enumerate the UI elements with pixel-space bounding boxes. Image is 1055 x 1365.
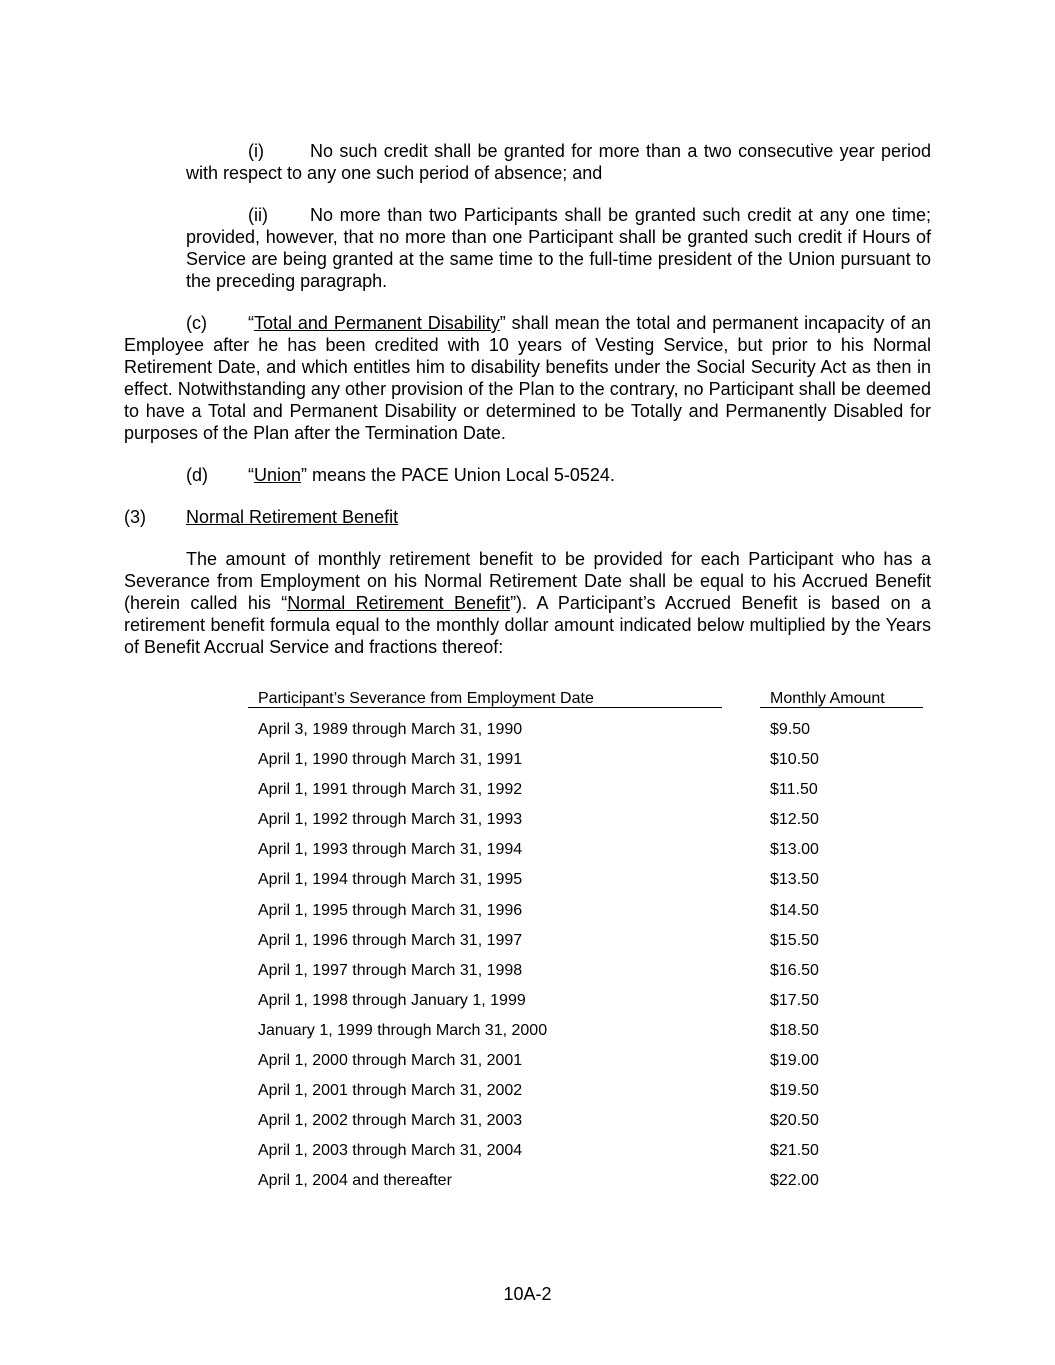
table-body <box>248 719 924 1201</box>
table-cell-amount: $11.50 <box>770 781 818 799</box>
paragraph-ii <box>186 204 931 292</box>
table-row <box>248 960 924 990</box>
table-cell-date: April 1, 2004 and thereafter <box>258 1172 452 1190</box>
table-row <box>248 719 924 749</box>
table-cell-amount: $21.50 <box>770 1142 819 1160</box>
table-row <box>248 869 924 899</box>
table-cell-date: April 1, 1992 through March 31, 1993 <box>258 811 523 829</box>
table-cell-amount: $16.50 <box>770 961 819 979</box>
table-cell-date: April 1, 2002 through March 31, 2003 <box>258 1112 523 1130</box>
table-cell-date: April 3, 1989 through March 31, 1990 <box>258 721 523 738</box>
table-cell-amount: $9.50 <box>770 721 811 738</box>
table-cell-date: April 1, 1990 through March 31, 1991 <box>258 751 523 769</box>
section-3-text-before: The amount of monthly retirement benefit to be provided for each Participant who has a Severance from Employment on his Normal Retirement Date shall be equal to his Accrued Benefit (herein called his “ <box>124 549 931 613</box>
table-cell-date: April 1, 1994 through March 31, 1995 <box>258 871 523 889</box>
table-row <box>248 749 924 779</box>
benefit-table <box>248 688 924 1201</box>
table-cell-date: April 1, 2003 through March 31, 2004 <box>258 1142 523 1160</box>
section-3-heading <box>124 506 931 528</box>
table-cell-amount: $20.50 <box>770 1112 819 1130</box>
paragraph-d-open-quote: “ <box>248 465 254 485</box>
paragraph-c-term: Total and Permanent Disability <box>254 313 500 333</box>
table-cell-amount: $15.50 <box>770 931 819 949</box>
table-cell-amount: $22.00 <box>770 1172 819 1190</box>
table-row <box>248 930 924 960</box>
table-cell-amount: $19.00 <box>770 1052 819 1070</box>
section-3-text-after: ”). A Participant’s Accrued Benefit is based on a retirement benefit formula equal to the monthly dollar amount indicated below multiplied by the Years of Benefit Accrual Service and fractions thereof: <box>124 593 931 657</box>
table-cell-date: April 1, 2001 through March 31, 2002 <box>258 1082 523 1100</box>
table-row <box>248 900 924 930</box>
section-3-number: (3) <box>124 507 146 527</box>
paragraph-d-label: (d) <box>186 465 208 485</box>
table-cell-date: January 1, 1999 through March 31, 2000 <box>258 1021 548 1039</box>
table-cell-date: April 1, 1993 through March 31, 1994 <box>258 841 523 859</box>
table-header-date: Participant’s Severance from Employment Date <box>248 688 722 708</box>
table-cell-amount: $14.50 <box>770 901 819 919</box>
table-cell-amount: $18.50 <box>770 1021 819 1039</box>
table-row <box>248 809 924 839</box>
table-row <box>248 1080 924 1110</box>
table-cell-amount: $12.50 <box>770 811 819 829</box>
paragraph-ii-text: No more than two Participants shall be granted such credit at any one time; provided, however, that no more than one Participant shall be granted such credit if Hours of Service are being granted at the same time to the full-time president of the Union pursuant to the preceding paragraph. <box>186 205 931 291</box>
table-cell-amount: $13.00 <box>770 841 819 859</box>
table-row <box>248 1140 924 1170</box>
table-cell-date: April 1, 1997 through March 31, 1998 <box>258 961 523 979</box>
table-cell-amount: $10.50 <box>770 751 819 769</box>
paragraph-ii-label: (ii) <box>248 205 268 225</box>
table-header <box>248 688 924 710</box>
paragraph-i <box>186 140 931 184</box>
table-cell-date: April 1, 1991 through March 31, 1992 <box>258 781 523 799</box>
page-number: 10A-2 <box>503 1284 552 1304</box>
paragraph-c <box>124 312 931 444</box>
document-body <box>124 140 931 658</box>
table-cell-amount: $13.50 <box>770 871 819 889</box>
section-3-title: Normal Retirement Benefit <box>186 507 399 527</box>
table-header-amount: Monthly Amount <box>760 688 923 708</box>
table-cell-date: April 1, 1995 through March 31, 1996 <box>258 901 523 919</box>
table-row <box>248 1110 924 1140</box>
paragraph-d <box>186 464 931 486</box>
paragraph-d-term: Union <box>254 465 302 485</box>
table-cell-date: April 1, 1996 through March 31, 1997 <box>258 931 523 949</box>
table-cell-date: April 1, 2000 through March 31, 2001 <box>258 1052 523 1070</box>
paragraph-d-text: ” means the PACE Union Local 5-0524. <box>301 465 615 485</box>
table-cell-date: April 1, 1998 through January 1, 1999 <box>258 991 526 1009</box>
section-3-paragraph <box>124 548 931 658</box>
paragraph-c-open-quote: “ <box>248 313 254 333</box>
table-row <box>248 1050 924 1080</box>
paragraph-i-text: No such credit shall be granted for more than a two consecutive year period with respect to any one such period of absence; and <box>186 141 931 183</box>
paragraph-c-label: (c) <box>186 313 207 333</box>
section-3-term: Normal Retirement Benefit <box>287 593 511 613</box>
paragraph-i-label: (i) <box>248 141 264 161</box>
table-row <box>248 990 924 1020</box>
table-row <box>248 1020 924 1050</box>
paragraph-c-text: ” shall mean the total and permanent incapacity of an Employee after he has been credited with 10 years of Vesting Service, but prior to his Normal Retirement Date, and which entitles him to disability benefits under the Social Security Act as then in effect. Notwithstanding any other provision of the Plan to the contrary, no Participant shall be deemed to have a Total and Permanent Disability or determined to be Totally and Permanently Disabled for purposes of the Plan after the Termination Date. <box>124 313 931 443</box>
table-row <box>248 779 924 809</box>
table-cell-amount: $17.50 <box>770 991 819 1009</box>
table-row <box>248 1170 924 1200</box>
table-row <box>248 839 924 869</box>
table-cell-amount: $19.50 <box>770 1082 819 1100</box>
